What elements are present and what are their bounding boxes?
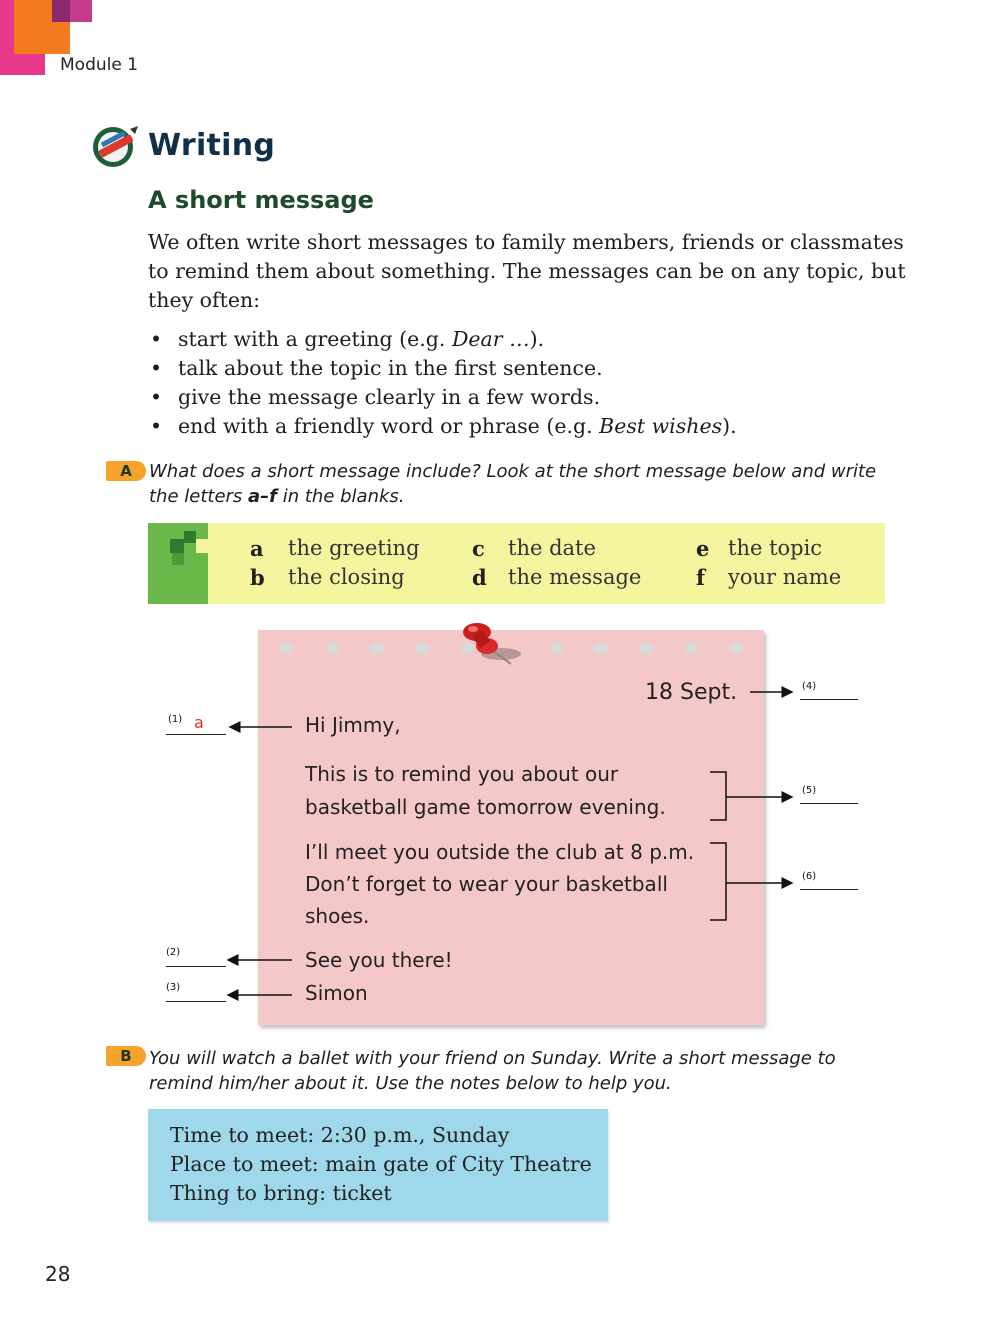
note-closing: See you there! (305, 948, 453, 972)
note-message-line: shoes. (305, 904, 370, 928)
key-letter: c (472, 536, 485, 561)
key-item: the closing (288, 565, 405, 589)
key-letter: f (696, 565, 706, 590)
answer-blank[interactable] (800, 803, 858, 804)
key-item: the greeting (288, 536, 420, 560)
blank-number: (2) (166, 947, 181, 958)
list-item: • start with a greeting (e.g. Dear …). (148, 325, 908, 354)
task-b-instruction: You will watch a ballet with your friend on Sunday. Write a short message to remind him/her about it. Use the notes below to help you. (149, 1048, 836, 1094)
answer-blank[interactable] (166, 966, 226, 967)
note-line: Time to meet: 2:30 p.m., Sunday (170, 1123, 510, 1147)
lesson-subtitle: A short message (148, 186, 374, 214)
key-item: your name (728, 565, 842, 589)
answer-blank[interactable] (166, 1001, 226, 1002)
note-topic-line: basketball game tomorrow evening. (305, 795, 666, 819)
answer-blank[interactable] (800, 889, 858, 890)
blank-number: (6) (802, 871, 817, 882)
key-item: the topic (728, 536, 823, 560)
key-letter: a (250, 536, 264, 561)
answer-blank[interactable] (166, 734, 226, 735)
task-b-notes-box (148, 1109, 608, 1221)
blank-number: (4) (802, 681, 817, 692)
key-letter: e (696, 536, 710, 561)
note-message-line: Don’t forget to wear your basketball (305, 872, 668, 896)
note-line: Place to meet: main gate of City Theatre (170, 1152, 592, 1176)
key-item: the date (508, 536, 596, 560)
note-date: 18 Sept. (645, 680, 738, 705)
blank-number: (5) (802, 785, 817, 796)
blank-number: (1) (168, 714, 183, 725)
key-letter: b (250, 565, 265, 590)
note-name: Simon (305, 981, 368, 1005)
blank-answer: a (194, 713, 204, 732)
key-item: the message (508, 565, 642, 589)
task-b-tag: B (106, 1046, 146, 1066)
list-item: • talk about the topic in the first sentence. (148, 354, 908, 383)
note-topic-line: This is to remind you about our (305, 762, 619, 786)
note-message-line: I’ll meet you outside the club at 8 p.m. (305, 840, 695, 864)
section-title: Writing (148, 128, 276, 163)
note-line: Thing to bring: ticket (170, 1181, 392, 1205)
task-a-instruction: What does a short message include? Look at the short message below and write the letters a–f in the blanks. (149, 461, 877, 507)
task-a-tag: A (106, 461, 146, 481)
module-label: Module 1 (60, 55, 139, 75)
answer-blank[interactable] (800, 699, 858, 700)
key-letter: d (472, 565, 487, 590)
note-greeting: Hi Jimmy, (305, 713, 401, 737)
page-number: 28 (45, 1262, 71, 1286)
list-item: • give the message clearly in a few words. (148, 383, 908, 412)
blank-number: (3) (166, 982, 181, 993)
list-item: • end with a friendly word or phrase (e.g. Best wishes). (148, 412, 908, 441)
intro-paragraph: We often write short messages to family members, friends or classmates to remind them about something. The messages can be on any topic, but they often: (148, 230, 906, 312)
